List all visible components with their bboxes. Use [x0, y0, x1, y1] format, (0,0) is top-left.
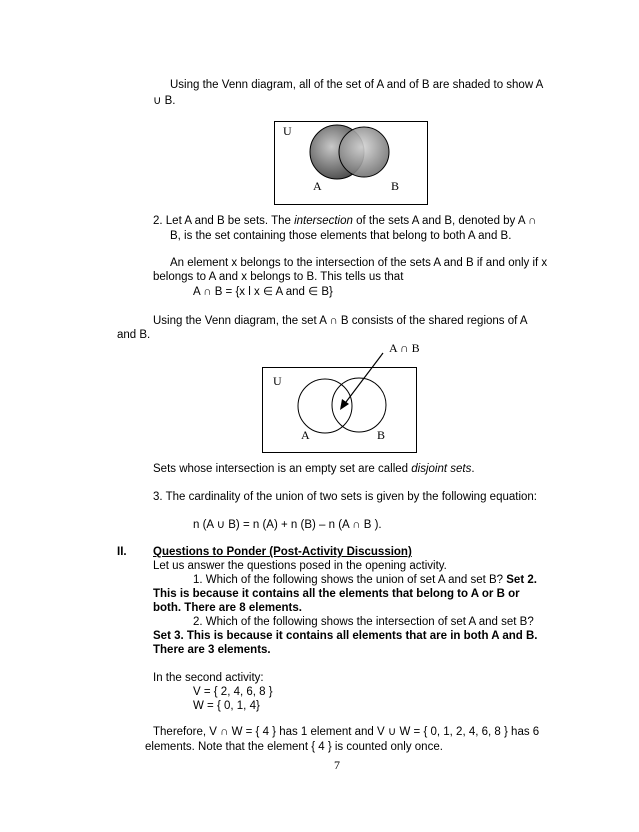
cardinality-statement: 3. The cardinality of the union of two sets is given by the following equation: — [153, 491, 537, 503]
set-v-definition: V = { 2, 4, 6, 8 } — [193, 686, 273, 698]
question-2: 2. Which of the following shows the intersection of set A and set B? — [193, 616, 534, 628]
union-intro-line1: Using the Venn diagram, all of the set of A and of B are shaded to show A — [170, 79, 544, 91]
page-number: 7 — [334, 758, 340, 772]
question-1-line1: 1. Which of the following shows the union of set A and set B? Set 2. — [193, 574, 537, 586]
venn-intersection-text-line1: Using the Venn diagram, the set A ∩ B consists of the shared regions of A — [153, 315, 528, 327]
venn2-b-label: B — [377, 428, 386, 442]
cardinality-equation: n (A ∪ B) = n (A) + n (B) – n (A ∩ B ). — [193, 519, 382, 531]
venn1-universe-label: U — [283, 124, 292, 138]
set-b-circle — [339, 127, 389, 177]
intersection-definition-line1: 2. Let A and B be sets. The intersection of the sets A and B, denoted by A ∩ — [153, 215, 537, 227]
question-1-answer-line2: This is because it contains all the elements that belong to A or B or — [153, 588, 520, 600]
therefore-line2: elements. Note that the element { 4 } is counted only once. — [145, 741, 443, 753]
venn-diagram-union — [274, 121, 428, 205]
question-1-answer-line3: both. There are 8 elements. — [153, 602, 302, 614]
section-intro: Let us answer the questions posed in the opening activity. — [153, 560, 447, 572]
intersection-set-builder: A ∩ B = {x l x ∈ A and ∈ B} — [193, 286, 333, 298]
section-numeral: II. — [117, 546, 127, 558]
intersection-pointer-arrow — [330, 350, 390, 414]
element-membership-line1: An element x belongs to the intersection of the sets A and B if and only if x — [170, 257, 548, 269]
intersection-pointer-label: A ∩ B — [389, 341, 420, 355]
venn1-a-label: A — [313, 179, 322, 193]
question-1-answer-start: Set 2. — [506, 574, 537, 586]
venn2-universe-label: U — [273, 374, 282, 388]
set-w-definition: W = { 0, 1, 4} — [193, 700, 260, 712]
venn2-a-label: A — [301, 428, 310, 442]
disjoint-term: disjoint sets — [411, 463, 472, 475]
venn-union-svg — [275, 122, 427, 204]
therefore-line1: Therefore, V ∩ W = { 4 } has 1 element and V ∪ W = { 0, 1, 2, 4, 6, 8 } has 6 — [153, 726, 540, 738]
intersection-definition-line2: B, is the set containing those elements that belong to both A and B. — [170, 230, 512, 242]
element-membership-line2: belongs to A and x belongs to B. This tells us that — [153, 271, 404, 283]
disjoint-sets-sentence: Sets whose intersection is an empty set are called disjoint sets. — [153, 463, 475, 475]
intersection-term: intersection — [294, 215, 353, 227]
venn-intersection-text-line2: and B. — [117, 329, 151, 341]
second-activity-label: In the second activity: — [153, 672, 264, 684]
venn1-b-label: B — [391, 179, 400, 193]
question-2-answer-line2: There are 3 elements. — [153, 644, 271, 656]
union-intro-line2: ∪ B. — [153, 95, 176, 107]
section-heading: Questions to Ponder (Post-Activity Discussion) — [153, 546, 412, 558]
question-2-answer-line1: Set 3. This is because it contains all elements that are in both A and B. — [153, 630, 538, 642]
